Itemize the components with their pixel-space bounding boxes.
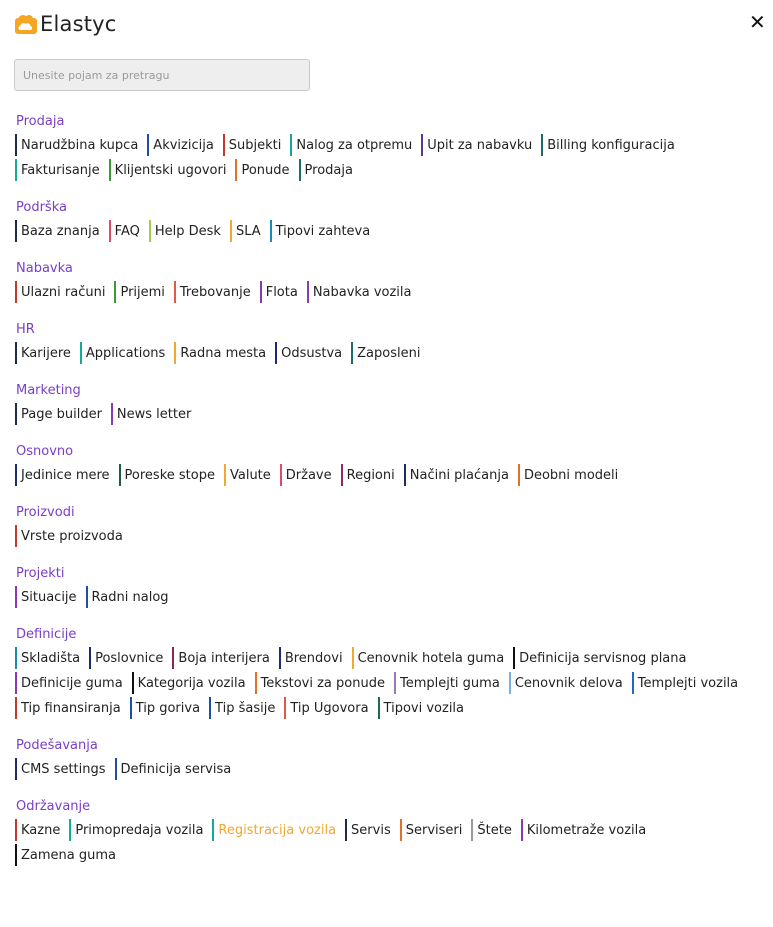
menu-item[interactable]: Tipovi vozila (378, 697, 473, 719)
section-title: Podrška (16, 200, 67, 215)
menu-section (15, 320, 765, 364)
section-title: Marketing (16, 383, 81, 398)
menu-item[interactable]: Prijemi (114, 281, 173, 303)
menu-item[interactable]: Načini plaćanja (404, 464, 518, 486)
menu-item[interactable]: Definicija servisnog plana (513, 647, 695, 669)
menu-item[interactable]: Radna mesta (174, 342, 275, 364)
menu-item[interactable]: Kilometraže vozila (521, 819, 655, 841)
menu-item[interactable]: Brendovi (279, 647, 352, 669)
menu-section (15, 381, 765, 425)
menu-item[interactable]: Fakturisanje (15, 159, 109, 181)
module-menu (15, 112, 765, 883)
section-title: Definicije (16, 627, 77, 642)
menu-section (15, 259, 765, 303)
menu-item[interactable]: Države (280, 464, 341, 486)
menu-item[interactable]: Billing konfiguracija (541, 134, 684, 156)
menu-section (15, 797, 765, 866)
close-icon[interactable]: ✕ (749, 10, 766, 34)
menu-item[interactable]: Cenovnik hotela guma (352, 647, 514, 669)
section-items (15, 464, 765, 486)
menu-item[interactable]: Akvizicija (147, 134, 223, 156)
menu-item[interactable]: Definicije guma (15, 672, 132, 694)
menu-item[interactable]: Page builder (15, 403, 111, 425)
section-title: HR (16, 322, 35, 337)
section-title: Prodaja (16, 114, 65, 129)
cloud-logo-icon (14, 13, 38, 35)
menu-item[interactable]: Boja interijera (172, 647, 278, 669)
menu-item[interactable]: Valute (224, 464, 280, 486)
menu-item[interactable]: Štete (471, 819, 520, 841)
menu-item[interactable]: SLA (230, 220, 270, 242)
menu-item[interactable]: Cenovnik delova (509, 672, 632, 694)
search-input[interactable] (14, 59, 310, 91)
menu-item[interactable]: Klijentski ugovori (109, 159, 236, 181)
menu-item[interactable]: Regioni (341, 464, 404, 486)
menu-item[interactable]: Ulazni računi (15, 281, 114, 303)
menu-section (15, 503, 765, 547)
app-header (14, 10, 117, 38)
menu-item[interactable]: Kategorija vozila (132, 672, 255, 694)
menu-item[interactable]: Serviseri (400, 819, 472, 841)
menu-item[interactable]: Tekstovi za ponude (255, 672, 394, 694)
menu-item[interactable]: Skladišta (15, 647, 89, 669)
menu-section (15, 564, 765, 608)
menu-section (15, 736, 765, 780)
section-items (15, 758, 765, 780)
menu-item[interactable]: Definicija servisa (115, 758, 241, 780)
menu-item[interactable]: Karijere (15, 342, 80, 364)
menu-item[interactable]: Deobni modeli (518, 464, 627, 486)
menu-item[interactable]: Servis (345, 819, 400, 841)
section-title: Održavanje (16, 799, 91, 814)
section-items (15, 819, 765, 866)
menu-item[interactable]: Templejti guma (394, 672, 509, 694)
menu-item[interactable]: Zamena guma (15, 844, 125, 866)
menu-section (15, 442, 765, 486)
section-items (15, 134, 765, 181)
menu-item[interactable]: Poslovnice (89, 647, 172, 669)
menu-item[interactable]: Upit za nabavku (421, 134, 541, 156)
menu-item[interactable]: Vrste proizvoda (15, 525, 132, 547)
section-items (15, 281, 765, 303)
menu-item[interactable]: Baza znanja (15, 220, 109, 242)
menu-section (15, 198, 765, 242)
section-title: Proizvodi (16, 505, 75, 520)
close-button[interactable] (749, 10, 766, 34)
menu-item[interactable]: Registracija vozila (212, 819, 345, 841)
section-title: Osnovno (16, 444, 74, 459)
menu-item[interactable]: Narudžbina kupca (15, 134, 147, 156)
menu-item[interactable]: Tipovi zahteva (270, 220, 380, 242)
menu-item[interactable]: Radni nalog (86, 586, 178, 608)
menu-item[interactable]: Situacije (15, 586, 86, 608)
section-title: Projekti (16, 566, 65, 581)
menu-item[interactable]: Applications (80, 342, 174, 364)
menu-item[interactable]: Ponude (235, 159, 298, 181)
menu-item[interactable]: Trebovanje (174, 281, 260, 303)
section-items (15, 525, 765, 547)
section-title: Podešavanja (16, 738, 98, 753)
menu-item[interactable]: Prodaja (299, 159, 362, 181)
menu-item[interactable]: CMS settings (15, 758, 115, 780)
section-items (15, 403, 765, 425)
menu-item[interactable]: Poreske stope (119, 464, 224, 486)
section-items (15, 647, 765, 719)
menu-section (15, 112, 765, 181)
menu-item[interactable]: Jedinice mere (15, 464, 119, 486)
menu-item[interactable]: FAQ (109, 220, 149, 242)
menu-item[interactable]: Tip Ugovora (284, 697, 377, 719)
menu-item[interactable]: Flota (260, 281, 307, 303)
menu-item[interactable]: Tip goriva (130, 697, 209, 719)
menu-item[interactable]: Kazne (15, 819, 69, 841)
menu-item[interactable]: News letter (111, 403, 200, 425)
menu-item[interactable]: Nalog za otpremu (290, 134, 421, 156)
section-items (15, 342, 765, 364)
menu-item[interactable]: Nabavka vozila (307, 281, 421, 303)
menu-item[interactable]: Odsustva (275, 342, 351, 364)
menu-item[interactable]: Tip šasije (209, 697, 284, 719)
menu-item[interactable]: Templejti vozila (632, 672, 747, 694)
app-logo-text: Elastyc (40, 12, 117, 36)
menu-item[interactable]: Subjekti (223, 134, 291, 156)
menu-item[interactable]: Zaposleni (351, 342, 429, 364)
menu-item[interactable]: Tip finansiranja (15, 697, 130, 719)
section-items (15, 586, 765, 608)
menu-item[interactable]: Help Desk (149, 220, 230, 242)
menu-section (15, 625, 765, 719)
section-items (15, 220, 765, 242)
menu-item[interactable]: Primopredaja vozila (69, 819, 212, 841)
section-title: Nabavka (16, 261, 73, 276)
